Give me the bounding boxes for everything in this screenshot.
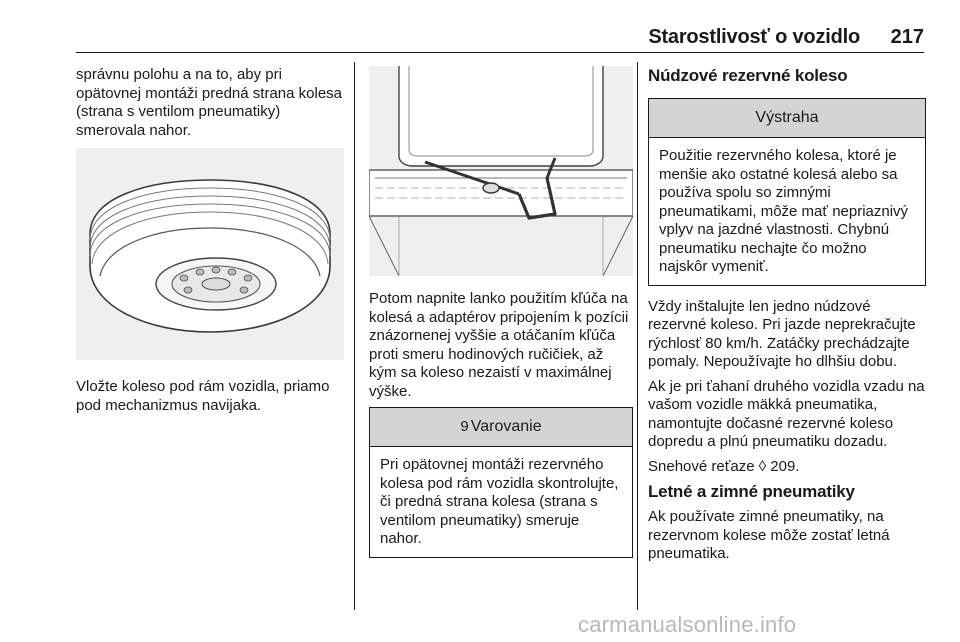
caution-box (648, 98, 926, 286)
body-paragraph: Vložte koleso pod rám vozidla, priamo pod mechanizmus navijaka. (76, 378, 330, 414)
section-title: Starostlivosť o vozidlo (648, 26, 860, 48)
page-header (76, 28, 924, 53)
warning-box (369, 407, 633, 558)
spare-tire-illustration (76, 148, 344, 360)
section-heading: Núdzové rezervné koleso (648, 66, 848, 85)
column-divider (354, 62, 355, 610)
tire-icon (76, 148, 344, 360)
body-paragraph: Ak je pri ťahaní druhého vozidla vzadu na vašom vozidle mäkká pneumatika, namontujte dočasné rezervné koleso dopredu a plnú pneumatiku dozadu. (648, 377, 925, 450)
body-paragraph: Vždy inštalujte len jedno núdzové rezervné koleso. Pri jazde neprekračujte rýchlosť 80 km/h. Zatáčky prechádzajte pomaly. Nepoužívajte ho dlhšiu dobu. (648, 297, 916, 370)
watermark: carmanualsonline.info (578, 612, 797, 637)
warning-title: Varovanie (470, 418, 542, 435)
column-2 (369, 66, 633, 558)
page-number: 217 (890, 26, 924, 48)
column-1 (76, 66, 344, 421)
body-paragraph: správnu polohu a na to, aby pri opätovnej montáži predná strana kolesa (strana s ventilom pneumatiky) smerovala nahor. (76, 66, 343, 139)
caution-header: Výstraha (649, 99, 925, 138)
warning-text: Pri opätovnej montáži rezervného kolesa pod rám vozidla skontrolujte, či predná strana kolesa (strana s ventilom pneumatiky) smeruje nahor. (380, 456, 619, 547)
column-divider (637, 62, 638, 610)
column-3 (648, 66, 926, 570)
body-paragraph: Ak používate zimné pneumatiky, na rezervnom kolese môže zostať letná pneumatika. (648, 508, 890, 562)
warning-header (370, 408, 632, 447)
wrench-icon (369, 66, 633, 276)
caution-text: Použitie rezervného kolesa, ktoré je menšie ako ostatné kolesá alebo sa používa spolu so zimnými pneumatikami, môže mať nepriaznivý vplyv na jazdné vlastnosti. Chybnú pneumatiku nechajte čo možno najskôr vymeniť. (659, 147, 909, 275)
subsection-heading: Letné a zimné pneumatiky (648, 482, 855, 501)
warning-icon: 9 (460, 418, 469, 435)
body-paragraph: Potom napnite lanko použitím kľúča na kolesá a adaptérov pripojením k pozícii znázornenej vyššie a otáčaním kľúča proti smeru hodinových ručičiek, až kým sa koleso nezaistí v maximálnej výške. (369, 290, 629, 400)
cross-reference: Snehové reťaze ◊ 209. (648, 457, 800, 475)
wheel-wrench-illustration (369, 66, 633, 276)
